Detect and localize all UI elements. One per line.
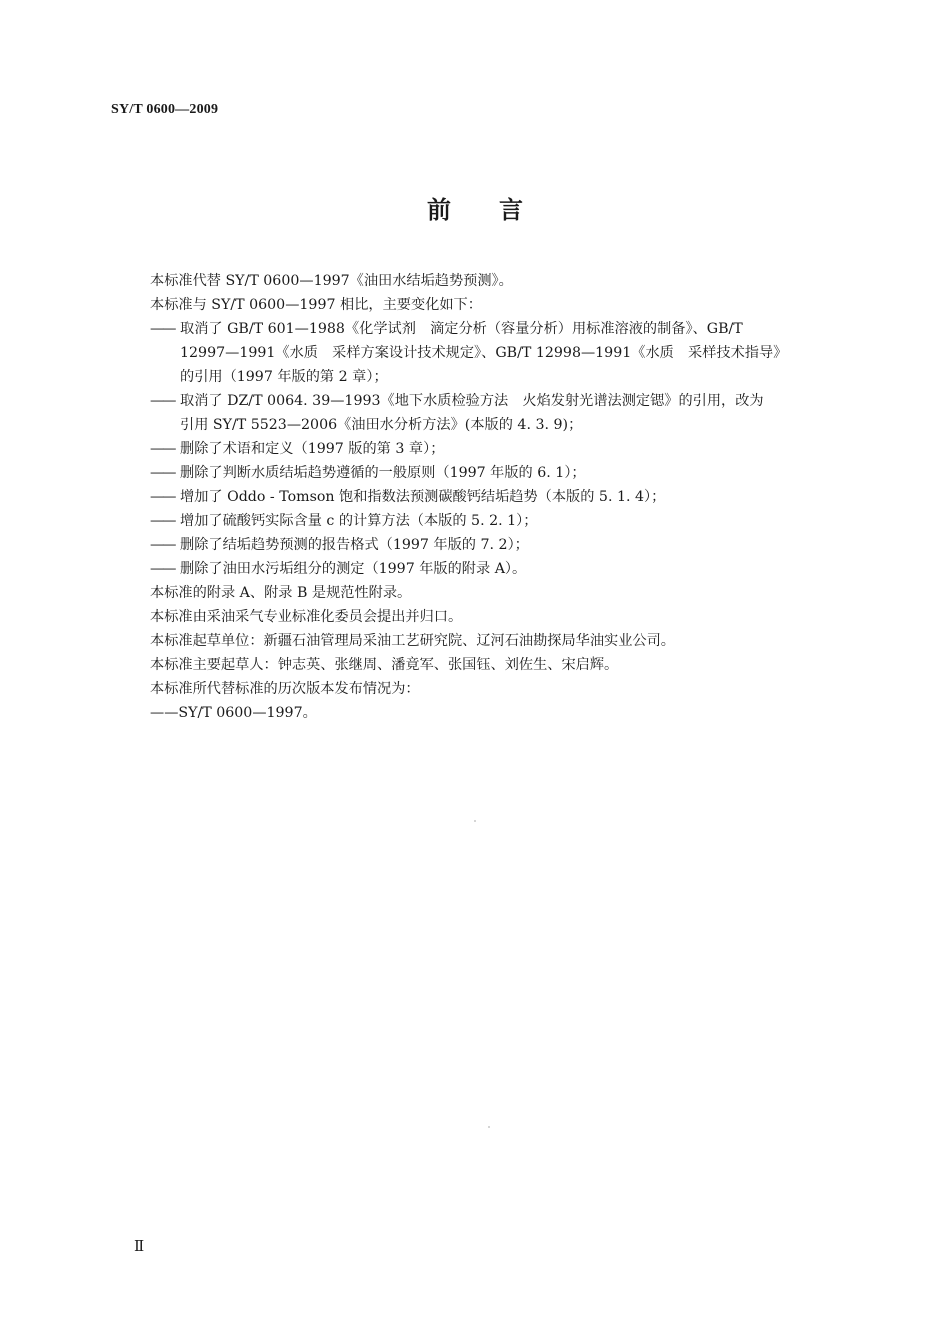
list-dash: —— — [150, 537, 175, 553]
title-char-1: 前 — [427, 196, 451, 224]
change-item-text: 删除了术语和定义（1997 版的第 3 章）； — [180, 441, 445, 457]
change-item-8 — [150, 557, 850, 581]
change-item-text: 删除了判断水质结垢趋势遵循的一般原则（1997 年版的 6. 1）； — [180, 465, 586, 481]
list-dash: —— — [150, 489, 175, 505]
page-number: Ⅱ — [134, 1237, 145, 1255]
list-dash: —— — [150, 513, 175, 529]
history-intro-paragraph: 本标准所代替标准的历次版本发布情况为： — [150, 681, 420, 697]
scan-speck — [474, 820, 476, 822]
change-item-3 — [150, 437, 850, 461]
change-item-text: 的引用（1997 年版的第 2 章）； — [180, 369, 388, 385]
changes-intro-paragraph: 本标准与 SY/T 0600—1997 相比，主要变化如下： — [150, 297, 482, 313]
change-item-text: 增加了硫酸钙实际含量 c 的计算方法（本版的 5. 2. 1）； — [180, 513, 538, 529]
document-body — [150, 269, 850, 725]
change-item-4 — [150, 461, 850, 485]
drafting-units-paragraph: 本标准起草单位：新疆石油管理局采油工艺研究院、辽河石油勘探局华油实业公司。 — [150, 633, 675, 649]
title-char-2: 言 — [499, 196, 523, 224]
proposer-paragraph: 本标准由采油采气专业标准化委员会提出并归口。 — [150, 609, 463, 625]
replacement-paragraph: 本标准代替 SY/T 0600—1997《油田水结垢趋势预测》。 — [150, 273, 513, 289]
list-dash: —— — [150, 465, 175, 481]
changes-list — [150, 317, 850, 581]
drafters-paragraph: 本标准主要起草人：钟志英、张继周、潘竟军、张国钰、刘佐生、宋启辉。 — [150, 657, 619, 673]
change-item-text: 取消了 GB/T 601—1988《化学试剂 滴定分析（容量分析）用标准溶液的制备》、GB/T — [180, 321, 743, 337]
change-item-text: 取消了 DZ/T 0064. 39—1993《地下水质检验方法 火焰发射光谱法测定锶》的引用，改为 — [180, 393, 764, 409]
change-item-1 — [150, 317, 850, 389]
standard-code-header: SY/T 0600—2009 — [111, 102, 219, 117]
history-item: ——SY/T 0600—1997。 — [150, 705, 317, 721]
list-dash: —— — [150, 393, 175, 409]
change-item-text: 12997—1991《水质 采样方案设计技术规定》、GB/T 12998—1991《水质 采样技术指导》 — [180, 345, 788, 361]
list-dash: —— — [150, 321, 175, 337]
change-item-7 — [150, 533, 850, 557]
list-dash: —— — [150, 441, 175, 457]
change-item-2 — [150, 389, 850, 437]
change-item-text: 删除了油田水污垢组分的测定（1997 年版的附录 A）。 — [180, 561, 527, 577]
page-title — [0, 190, 950, 225]
change-item-text: 引用 SY/T 5523—2006《油田水分析方法》(本版的 4. 3. 9)； — [180, 417, 583, 433]
scan-speck — [488, 1126, 490, 1128]
change-item-5 — [150, 485, 850, 509]
change-item-text: 删除了结垢趋势预测的报告格式（1997 年版的 7. 2）； — [180, 537, 529, 553]
annex-paragraph: 本标准的附录 A、附录 B 是规范性附录。 — [150, 585, 412, 601]
change-item-text: 增加了 Oddo - Tomson 饱和指数法预测碳酸钙结垢趋势（本版的 5. 1. 4）； — [180, 489, 666, 505]
list-dash: —— — [150, 561, 175, 577]
change-item-6 — [150, 509, 850, 533]
